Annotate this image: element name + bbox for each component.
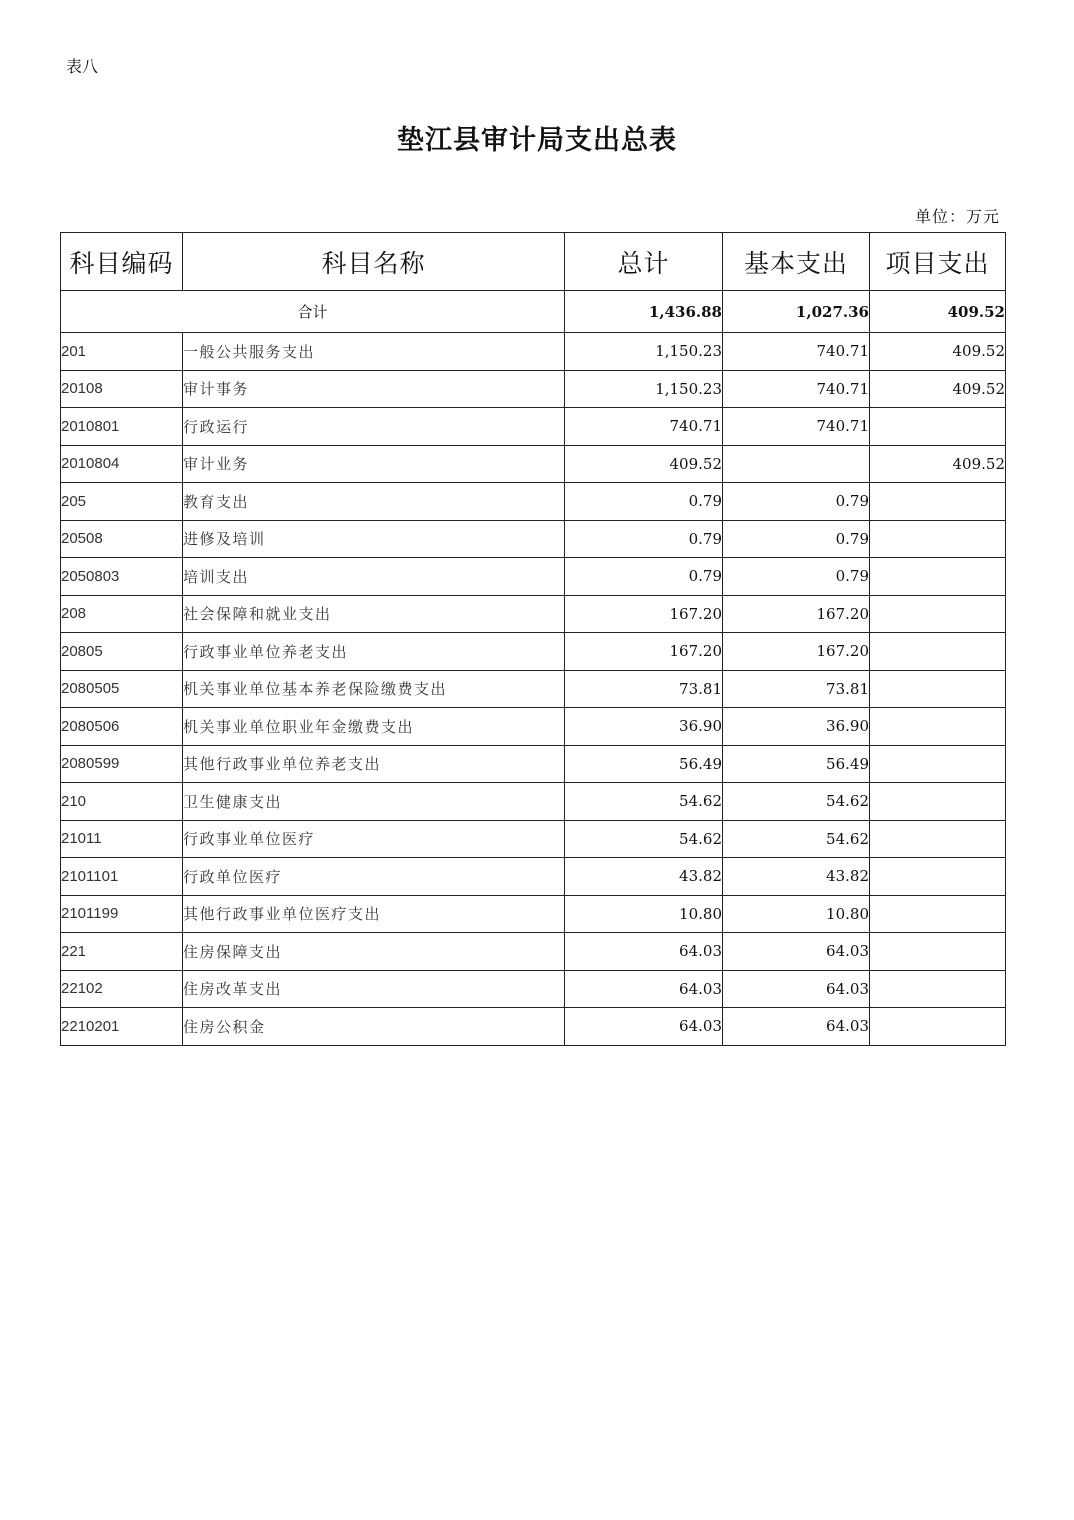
row-name: 行政事业单位养老支出 bbox=[183, 633, 565, 671]
row-basic: 54.62 bbox=[723, 820, 870, 858]
row-code: 2080506 bbox=[61, 708, 183, 746]
header-project: 项目支出 bbox=[870, 233, 1006, 291]
unit-note: 单位：万元 bbox=[914, 207, 1000, 226]
row-total: 10.80 bbox=[565, 895, 723, 933]
row-basic: 10.80 bbox=[723, 895, 870, 933]
row-project bbox=[870, 595, 1006, 633]
row-name: 其他行政事业单位医疗支出 bbox=[183, 895, 565, 933]
table-label: 表八 bbox=[66, 57, 99, 76]
header-name: 科目名称 bbox=[183, 233, 565, 291]
row-basic: 167.20 bbox=[723, 595, 870, 633]
row-project bbox=[870, 820, 1006, 858]
row-total: 56.49 bbox=[565, 745, 723, 783]
row-total: 64.03 bbox=[565, 1008, 723, 1046]
table-row bbox=[61, 633, 1006, 671]
row-project bbox=[870, 970, 1006, 1008]
row-name: 其他行政事业单位养老支出 bbox=[183, 745, 565, 783]
row-total: 740.71 bbox=[565, 408, 723, 446]
row-project bbox=[870, 858, 1006, 896]
row-name: 审计事务 bbox=[183, 370, 565, 408]
row-code: 221 bbox=[61, 933, 183, 971]
row-project bbox=[870, 483, 1006, 521]
row-name: 卫生健康支出 bbox=[183, 783, 565, 821]
row-total: 167.20 bbox=[565, 633, 723, 671]
row-basic: 740.71 bbox=[723, 370, 870, 408]
expenditure-table bbox=[60, 232, 1006, 1046]
row-total: 54.62 bbox=[565, 820, 723, 858]
row-name: 一般公共服务支出 bbox=[183, 333, 565, 371]
total-project: 409.52 bbox=[870, 291, 1006, 333]
row-basic: 73.81 bbox=[723, 670, 870, 708]
document-title: 垫江县审计局支出总表 bbox=[397, 125, 677, 156]
row-basic: 56.49 bbox=[723, 745, 870, 783]
row-name: 行政单位医疗 bbox=[183, 858, 565, 896]
row-basic: 0.79 bbox=[723, 483, 870, 521]
table-row bbox=[61, 483, 1006, 521]
row-code: 21011 bbox=[61, 820, 183, 858]
header-total: 总计 bbox=[565, 233, 723, 291]
row-basic: 0.79 bbox=[723, 520, 870, 558]
table-row bbox=[61, 895, 1006, 933]
row-code: 201 bbox=[61, 333, 183, 371]
total-row bbox=[61, 291, 1006, 333]
total-total: 1,436.88 bbox=[565, 291, 723, 333]
row-name: 机关事业单位基本养老保险缴费支出 bbox=[183, 670, 565, 708]
table-row bbox=[61, 558, 1006, 596]
row-name: 进修及培训 bbox=[183, 520, 565, 558]
row-code: 2080505 bbox=[61, 670, 183, 708]
row-code: 2101101 bbox=[61, 858, 183, 896]
row-basic: 740.71 bbox=[723, 408, 870, 446]
table-row bbox=[61, 595, 1006, 633]
row-total: 409.52 bbox=[565, 445, 723, 483]
row-total: 54.62 bbox=[565, 783, 723, 821]
row-code: 22102 bbox=[61, 970, 183, 1008]
row-project bbox=[870, 558, 1006, 596]
row-name: 行政运行 bbox=[183, 408, 565, 446]
total-label: 合计 bbox=[61, 291, 565, 333]
row-code: 2210201 bbox=[61, 1008, 183, 1046]
row-basic: 64.03 bbox=[723, 1008, 870, 1046]
row-project bbox=[870, 633, 1006, 671]
row-project: 409.52 bbox=[870, 333, 1006, 371]
row-name: 培训支出 bbox=[183, 558, 565, 596]
row-total: 167.20 bbox=[565, 595, 723, 633]
header-code: 科目编码 bbox=[61, 233, 183, 291]
row-name: 住房保障支出 bbox=[183, 933, 565, 971]
row-code: 20108 bbox=[61, 370, 183, 408]
row-code: 2050803 bbox=[61, 558, 183, 596]
row-project bbox=[870, 1008, 1006, 1046]
row-total: 0.79 bbox=[565, 558, 723, 596]
table-row bbox=[61, 520, 1006, 558]
row-project bbox=[870, 408, 1006, 446]
row-total: 64.03 bbox=[565, 933, 723, 971]
row-code: 20805 bbox=[61, 633, 183, 671]
row-project bbox=[870, 520, 1006, 558]
table-row bbox=[61, 933, 1006, 971]
row-total: 1,150.23 bbox=[565, 370, 723, 408]
table-row bbox=[61, 783, 1006, 821]
row-project bbox=[870, 708, 1006, 746]
row-total: 73.81 bbox=[565, 670, 723, 708]
row-name: 教育支出 bbox=[183, 483, 565, 521]
row-project bbox=[870, 783, 1006, 821]
row-code: 205 bbox=[61, 483, 183, 521]
row-total: 43.82 bbox=[565, 858, 723, 896]
row-name: 住房公积金 bbox=[183, 1008, 565, 1046]
table-row bbox=[61, 408, 1006, 446]
row-total: 0.79 bbox=[565, 483, 723, 521]
row-project: 409.52 bbox=[870, 445, 1006, 483]
row-project bbox=[870, 670, 1006, 708]
row-code: 2010804 bbox=[61, 445, 183, 483]
table-row bbox=[61, 445, 1006, 483]
row-code: 208 bbox=[61, 595, 183, 633]
row-project bbox=[870, 745, 1006, 783]
row-basic: 36.90 bbox=[723, 708, 870, 746]
table-row bbox=[61, 820, 1006, 858]
row-code: 20508 bbox=[61, 520, 183, 558]
table-row bbox=[61, 708, 1006, 746]
row-basic: 64.03 bbox=[723, 970, 870, 1008]
row-code: 2010801 bbox=[61, 408, 183, 446]
table-row bbox=[61, 970, 1006, 1008]
row-total: 0.79 bbox=[565, 520, 723, 558]
row-total: 36.90 bbox=[565, 708, 723, 746]
row-code: 210 bbox=[61, 783, 183, 821]
row-basic: 740.71 bbox=[723, 333, 870, 371]
row-basic: 54.62 bbox=[723, 783, 870, 821]
row-basic: 167.20 bbox=[723, 633, 870, 671]
table-row bbox=[61, 670, 1006, 708]
row-name: 机关事业单位职业年金缴费支出 bbox=[183, 708, 565, 746]
table-row bbox=[61, 333, 1006, 371]
row-basic: 43.82 bbox=[723, 858, 870, 896]
row-project: 409.52 bbox=[870, 370, 1006, 408]
row-code: 2101199 bbox=[61, 895, 183, 933]
total-basic: 1,027.36 bbox=[723, 291, 870, 333]
row-basic: 64.03 bbox=[723, 933, 870, 971]
row-total: 1,150.23 bbox=[565, 333, 723, 371]
row-name: 住房改革支出 bbox=[183, 970, 565, 1008]
row-project bbox=[870, 933, 1006, 971]
table-row bbox=[61, 1008, 1006, 1046]
header-row bbox=[61, 233, 1006, 291]
row-total: 64.03 bbox=[565, 970, 723, 1008]
table-row bbox=[61, 858, 1006, 896]
row-basic: 0.79 bbox=[723, 558, 870, 596]
table-row bbox=[61, 745, 1006, 783]
table-row bbox=[61, 370, 1006, 408]
row-project bbox=[870, 895, 1006, 933]
row-name: 社会保障和就业支出 bbox=[183, 595, 565, 633]
row-name: 审计业务 bbox=[183, 445, 565, 483]
row-name: 行政事业单位医疗 bbox=[183, 820, 565, 858]
row-code: 2080599 bbox=[61, 745, 183, 783]
row-basic bbox=[723, 445, 870, 483]
header-basic: 基本支出 bbox=[723, 233, 870, 291]
